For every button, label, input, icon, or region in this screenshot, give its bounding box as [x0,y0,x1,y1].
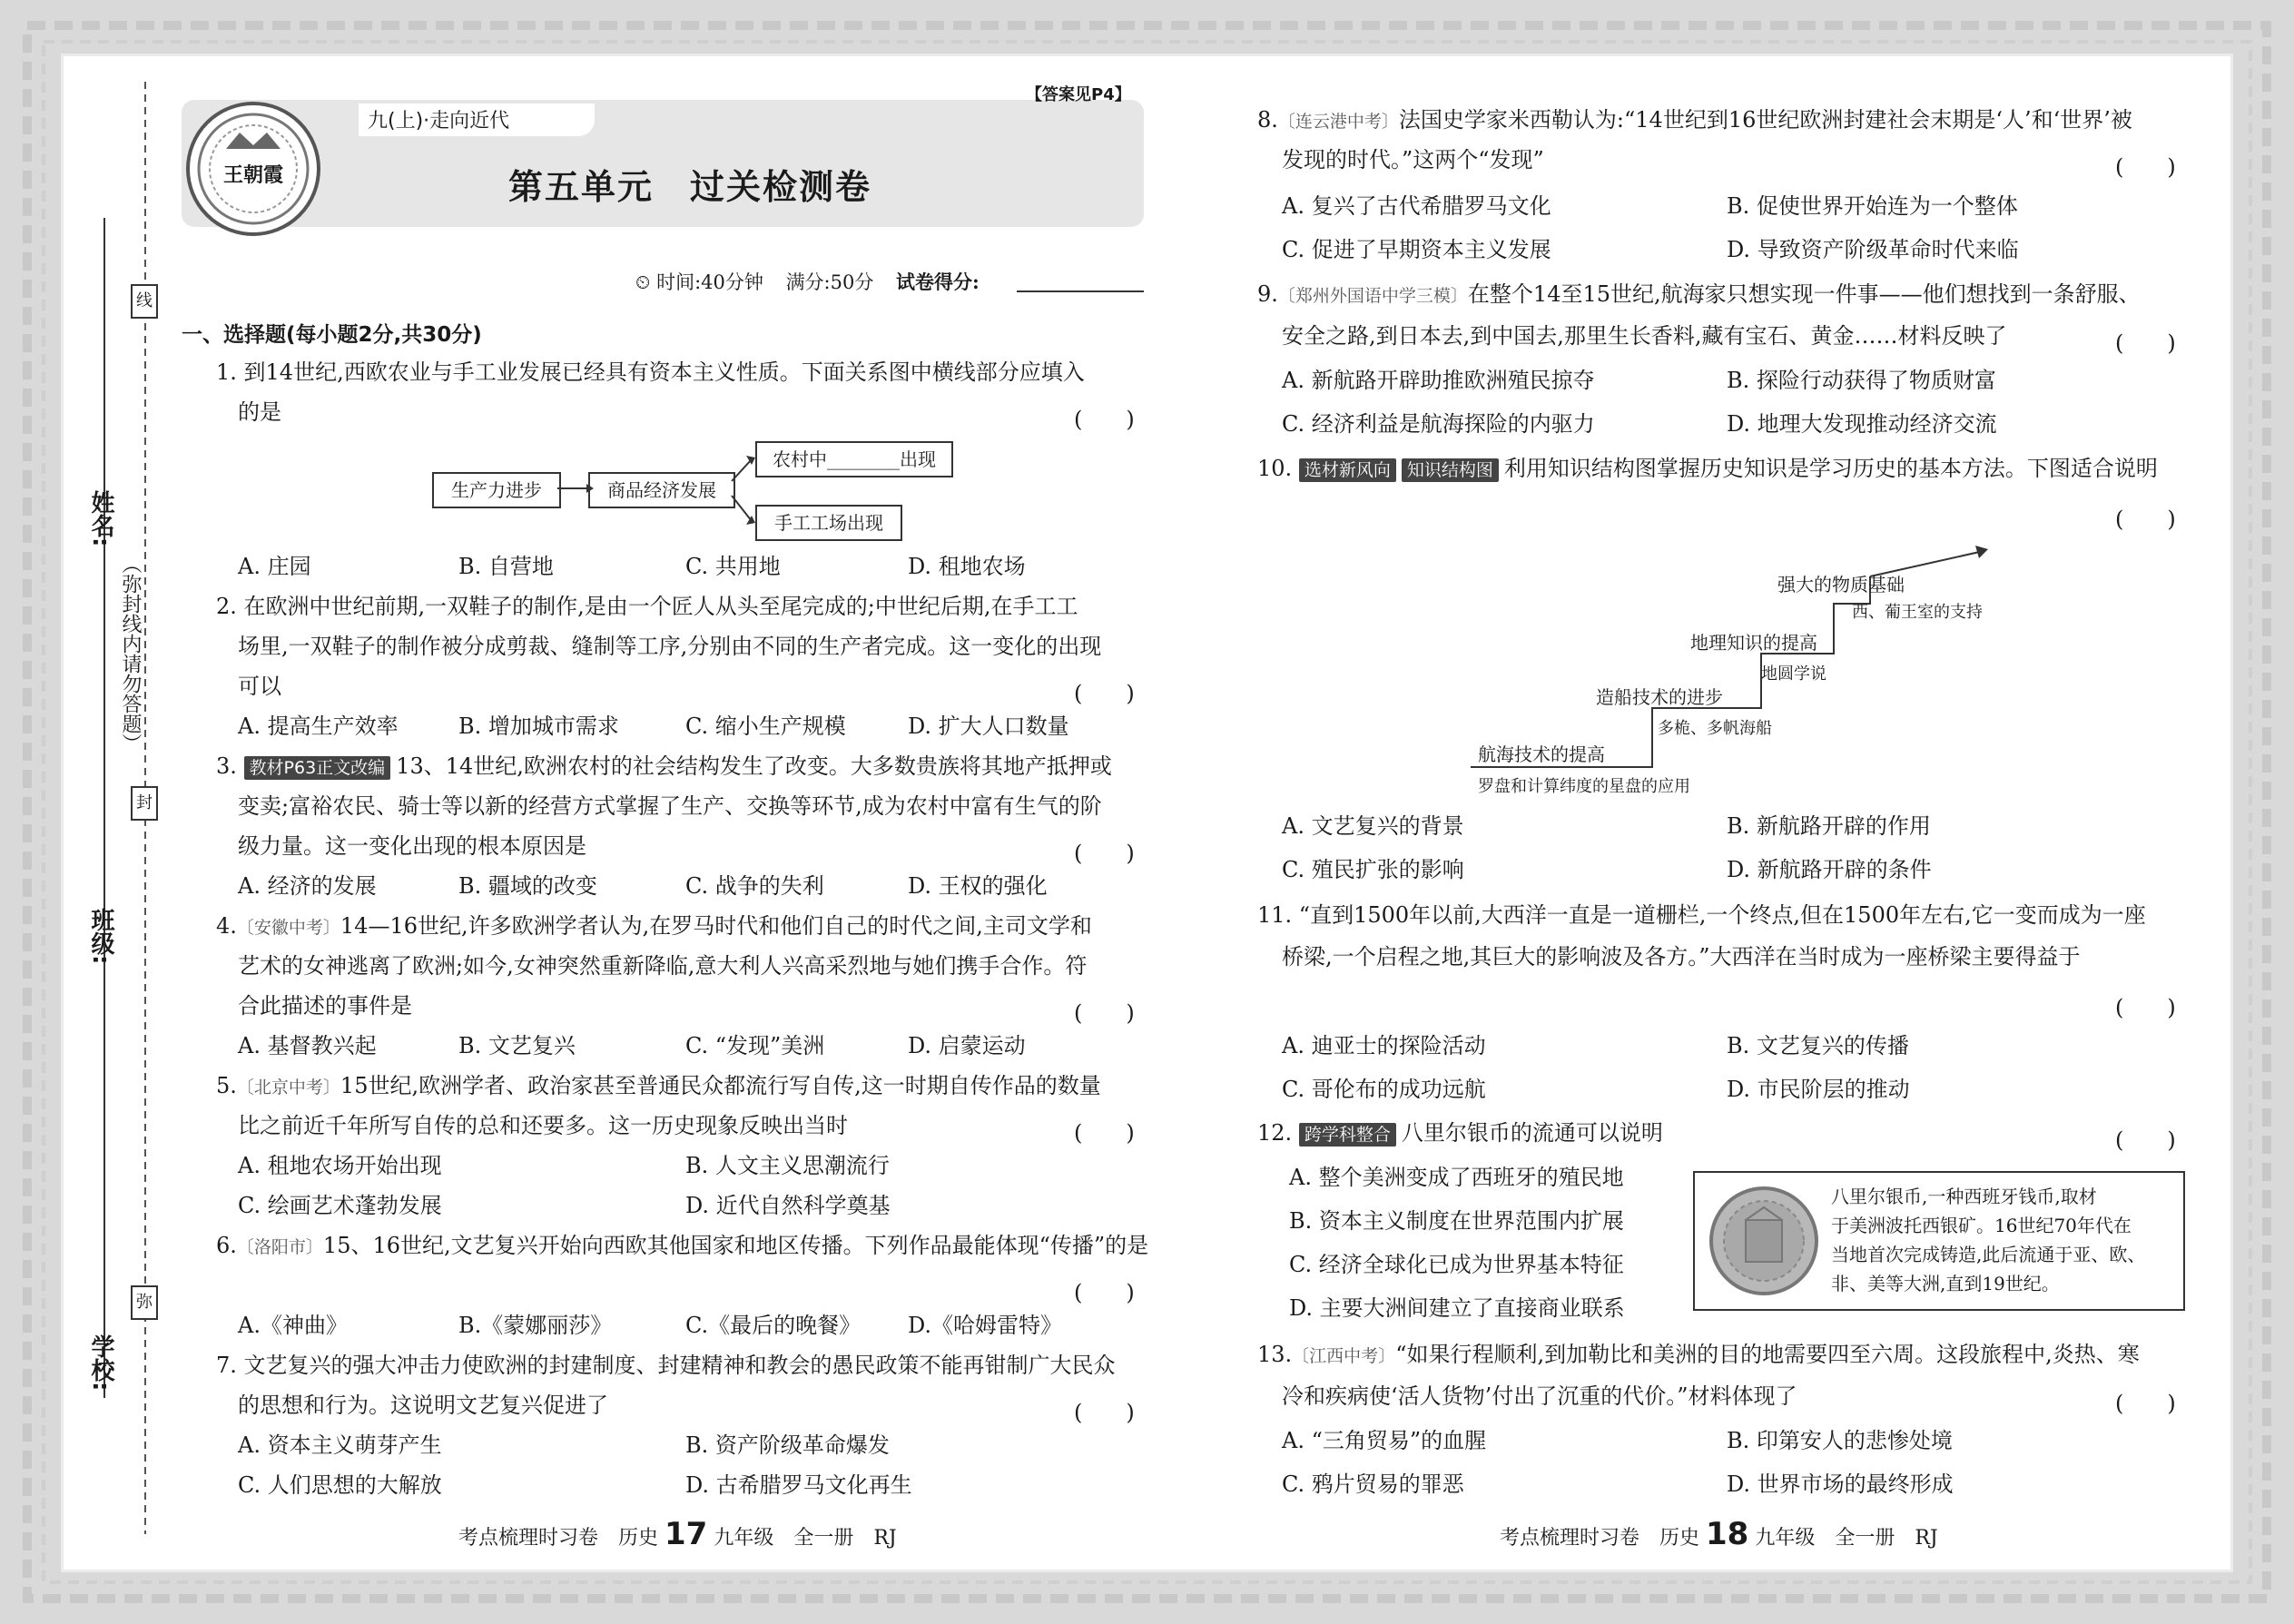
footer-right [1500,1516,1938,1552]
q3-text-3: 级力量。这一变化出现的根本原因是 [238,833,586,859]
q10-number: 10. [1257,456,1293,481]
q12-line1: 八里尔银币的流通可以说明 [1401,1120,1663,1146]
q8-option-a[interactable]: A. 复兴了古代希腊罗马文化 [1282,193,1551,219]
page-number-left: 17 [665,1516,708,1552]
exam-meta [635,268,980,295]
q10-step1-bottom: 罗盘和计算纬度的星盘的应用 [1478,777,1690,796]
q1-box-rural: 农村中________出现 [755,441,953,477]
q4-text-2: 艺术的女神逃离了欧洲;如今,女神突然重新降临,意大利人兴高采烈地与她们携手合作。符 [238,953,1088,979]
q3-answer-paren[interactable]: ( ) [1074,841,1135,866]
q4-option-b[interactable]: B. 文艺复兴 [458,1033,576,1058]
q1-option-d[interactable]: D. 租地农场 [908,554,1026,579]
q8-number: 8. [1257,107,1278,133]
q12-number: 12. [1257,1120,1293,1146]
q11-option-c[interactable]: C. 哥伦布的成功远航 [1282,1077,1486,1102]
q12-tag: 跨学科整合 [1299,1123,1396,1147]
q8-option-b[interactable]: B. 促使世界开始连为一个整体 [1727,193,2018,219]
q6-option-d[interactable]: D.《哈姆雷特》 [908,1313,1063,1338]
q4-number: 4. [216,913,237,939]
q6-option-b[interactable]: B.《蒙娜丽莎》 [458,1313,613,1338]
q10-answer-paren[interactable]: ( ) [2115,507,2176,532]
q2-answer-paren[interactable]: ( ) [1074,681,1135,706]
q13-text-2: 冷和疾病使‘活人货物’付出了沉重的代价。”材料体现了 [1282,1383,1797,1409]
q3-line1: 13、14世纪,欧洲农村的社会结构发生了改变。大多数贵族将其地产抵押或 [396,753,1112,779]
q8-option-d[interactable]: D. 导致资产阶级革命时代来临 [1727,237,2019,262]
q6-text-1 [216,1225,1148,1267]
q1-box-workshop: 手工工场出现 [755,505,902,541]
q1-answer-paren[interactable]: ( ) [1074,407,1135,432]
q5-option-b[interactable]: B. 人文主义思潮流行 [685,1153,890,1178]
q12-option-b[interactable]: B. 资本主义制度在世界范围内扩展 [1289,1208,1624,1234]
q9-answer-paren[interactable]: ( ) [2115,330,2176,356]
q3-option-d[interactable]: D. 王权的强化 [908,873,1048,899]
q10-line1: 利用知识结构图掌握历史知识是学习历史的基本方法。下图适合说明 [1503,456,2158,481]
cut-mark-xian: 线 [131,284,158,319]
q8-line1: 法国史学家米西勒认为:“14世纪到16世纪欧洲封建社会末期是‘人’和‘世界’被 [1398,107,2132,133]
q1-text-2: 的是 [238,399,281,425]
cut-mark-feng: 封 [131,786,158,821]
q9-text-1 [1257,274,2141,316]
q13-text-1 [1257,1334,2140,1376]
q3-text-1 [216,746,1112,786]
q6-option-c[interactable]: C.《最后的晚餐》 [685,1313,861,1338]
q10-tag-2: 知识结构图 [1402,458,1499,482]
q8-source: 〔连云港中考〕 [1277,112,1399,132]
q1-box-productivity: 生产力进步 [432,472,561,508]
q10-step3-bottom: 地圆学说 [1761,664,1826,684]
q4-text-1 [216,906,1092,948]
q11-text-2: 桥梁,一个启程之地,其巨大的影响波及各方。”大西洋在当时成为一座桥梁主要得益于 [1282,944,2081,969]
q2-option-a[interactable]: A. 提高生产效率 [238,714,399,739]
q8-answer-paren[interactable]: ( ) [2115,154,2176,180]
q10-step1-top: 航海技术的提高 [1478,743,1605,765]
footer-right-pre: 考点梳理时习卷 历史 [1500,1527,1700,1550]
q10-step2-bottom: 多桅、多帆海船 [1658,719,1772,738]
q12-option-d[interactable]: D. 主要大洲间建立了直接商业联系 [1289,1295,1625,1321]
q9-option-c[interactable]: C. 经济利益是航海探险的内驱力 [1282,411,1595,437]
q11-answer-paren[interactable]: ( ) [2115,995,2176,1020]
q3-text-2: 变卖;富裕农民、骑士等以新的经营方式掌握了生产、交换等环节,成为农村中富有生气的阶 [238,793,1102,819]
q13-answer-paren[interactable]: ( ) [2115,1391,2176,1416]
q6-line1: 15、16世纪,文艺复兴开始向西欧其他国家和地区传播。下列作品最能体现“传播”的是 [322,1233,1149,1258]
q3-tag: 教材P63正文改编 [244,756,391,780]
q3-option-b[interactable]: B. 疆域的改变 [458,873,597,899]
q11-option-a[interactable]: A. 迪亚士的探险活动 [1282,1033,1486,1058]
q11-option-b[interactable]: B. 文艺复兴的传播 [1727,1033,1909,1058]
q5-source: 〔北京中考〕 [236,1078,340,1097]
footer-left-pre: 考点梳理时习卷 历史 [458,1527,659,1550]
section-heading: 一、选择题(每小题2分,共30分) [182,323,482,347]
q1-diagram-arrows [557,445,757,554]
q2-text-3: 可以 [238,674,281,699]
score-label: 试卷得分: [896,271,980,293]
q6-option-a[interactable]: A.《神曲》 [238,1313,348,1338]
q5-line1: 15世纪,欧洲学者、政治家甚至普通民众都流行写自传,这一时期自传作品的数量 [340,1073,1101,1098]
q1-option-b[interactable]: B. 自营地 [458,554,554,579]
q4-text-3: 合此描述的事件是 [238,993,412,1019]
q6-source: 〔洛阳市〕 [236,1237,323,1257]
q3-option-c[interactable]: C. 战争的失利 [685,873,824,899]
q8-option-c[interactable]: C. 促进了早期资本主义发展 [1282,237,1551,262]
q12-option-c[interactable]: C. 经济全球化已成为世界基本特征 [1289,1252,1624,1277]
q10-option-a[interactable]: A. 文艺复兴的背景 [1282,813,1464,839]
q11-option-d[interactable]: D. 市民阶层的推动 [1727,1077,1910,1102]
q13-option-a[interactable]: A. “三角贸易”的血腥 [1282,1428,1487,1453]
q2-option-d[interactable]: D. 扩大人口数量 [908,714,1069,739]
coin-caption-1: 八里尔银币,一种西班牙钱币,取材 [1831,1186,2097,1207]
q2-text-2: 场里,一双鞋子的制作被分成剪裁、缝制等工序,分别由不同的生产者完成。这一变化的出现 [238,634,1102,659]
answer-ref: 【答案见P4】 [1026,85,1131,104]
publisher-logo [186,102,320,236]
q10-step4-top: 强大的物质基础 [1777,574,1905,595]
q12-text-1 [1257,1113,1663,1153]
q13-source: 〔江西中考〕 [1292,1346,1396,1366]
series-text: 九(上)·走向近代 [368,110,510,133]
q10-option-d[interactable]: D. 新航路开辟的条件 [1727,857,1932,882]
q8-text-1 [1257,100,2132,142]
page-title: 第五单元 过关检测卷 [508,167,872,207]
page-number-right: 18 [1706,1516,1749,1552]
q9-text-2: 安全之路,到日本去,到中国去,那里生长香料,藏有宝石、黄金……材料反映了 [1282,323,2007,349]
q1-option-a[interactable]: A. 庄园 [238,554,311,579]
q5-number: 5. [216,1073,237,1098]
q1-option-c[interactable]: C. 共用地 [685,554,781,579]
q5-option-a[interactable]: A. 租地农场开始出现 [238,1153,442,1178]
cut-mark-mi: 弥 [131,1285,158,1320]
footer-left [458,1516,897,1552]
binding-solid-line [102,218,107,1398]
q12-option-a[interactable]: A. 整个美洲变成了西班牙的殖民地 [1289,1165,1624,1190]
q7-text-2: 的思想和行为。这说明文艺复兴促进了 [238,1393,608,1418]
q9-option-d[interactable]: D. 地理大发现推动经济交流 [1727,411,1997,437]
q9-option-b[interactable]: B. 探险行动获得了物质财富 [1727,368,1996,393]
q2-option-b[interactable]: B. 增加城市需求 [458,714,619,739]
q11-text-1: 11. “直到1500年以前,大西洋一直是一道栅栏,一个终点,但在1500年左右,它一变而成为一座 [1257,902,2146,928]
q7-option-b[interactable]: B. 资产阶级革命爆发 [685,1432,890,1458]
q10-text-1 [1257,448,2158,488]
coin-caption [1831,1182,2145,1298]
q9-source: 〔郑州外国语中学三模〕 [1277,286,1468,306]
q10-tag-1: 选材新风向 [1299,458,1396,482]
q6-number: 6. [216,1233,237,1258]
q7-option-c[interactable]: C. 人们思想的大解放 [238,1472,442,1498]
footer-left-post: 九年级 全一册 RJ [714,1527,897,1550]
q1-text-1: 1. 到14世纪,西欧农业与手工业发展已经具有资本主义性质。下面关系图中横线部分应填入 [216,359,1085,385]
q4-option-c[interactable]: C. “发现”美洲 [685,1033,825,1058]
footer-right-post: 九年级 全一册 RJ [1755,1527,1938,1550]
coin-caption-2: 于美洲波托西银矿。16世纪70年代在 [1831,1215,2132,1236]
exam-time: 时间:40分钟 [656,271,763,293]
name-label: 姓名: [87,490,114,547]
q7-option-d[interactable]: D. 古希腊罗马文化再生 [685,1472,912,1498]
q3-number: 3. [216,753,237,779]
q10-step4-bottom: 西、葡王室的支持 [1852,603,1983,622]
coin-caption-4: 非、美等大洲,直到19世纪。 [1831,1273,2060,1294]
q4-answer-paren[interactable]: ( ) [1074,1000,1135,1026]
q4-option-d[interactable]: D. 启蒙运动 [908,1033,1026,1058]
q3-option-a[interactable]: A. 经济的发展 [238,873,377,899]
q5-text-1 [216,1066,1101,1107]
q4-option-a[interactable]: A. 基督教兴起 [238,1033,377,1058]
q12-answer-paren[interactable]: ( ) [2115,1127,2176,1153]
q5-answer-paren[interactable]: ( ) [1074,1120,1135,1146]
q10-option-c[interactable]: C. 殖民扩张的影响 [1282,857,1464,882]
q1-box-commodity: 商品经济发展 [588,472,735,508]
q12-coin-info-box [1693,1171,2185,1311]
q8-text-2: 发现的时代。”这两个“发现” [1282,147,1544,172]
clock-icon: ⏲ [635,271,651,293]
binding-note: （弥封线内请勿答题） [119,554,142,753]
q10-option-b[interactable]: B. 新航路开辟的作用 [1727,813,1931,839]
q13-line1: “如果行程顺利,到加勒比和美洲的目的地需要四至六周。这段旅程中,炎热、寒 [1395,1342,2140,1367]
q7-option-a[interactable]: A. 资本主义萌芽产生 [238,1432,442,1458]
q5-option-d[interactable]: D. 近代自然科学奠基 [685,1193,891,1218]
q6-answer-paren[interactable]: ( ) [1074,1280,1135,1305]
q5-option-c[interactable]: C. 绘画艺术蓬勃发展 [238,1193,442,1218]
q7-text-1: 7. 文艺复兴的强大冲击力使欧洲的封建制度、封建精神和教会的愚民政策不能再钳制广大民众 [216,1353,1116,1378]
q9-line1: 在整个14至15世纪,航海家只想实现一件事——他们想找到一条舒服、 [1467,281,2141,307]
exam-score: 满分:50分 [785,271,874,293]
q4-source: 〔安徽中考〕 [236,918,340,938]
q5-text-2: 比之前近千年所写自传的总和还要多。这一历史现象反映出当时 [238,1113,848,1138]
q13-option-d[interactable]: D. 世界市场的最终形成 [1727,1471,1954,1497]
q13-option-c[interactable]: C. 鸦片贸易的罪恶 [1282,1471,1464,1497]
q2-text-1: 2. 在欧洲中世纪前期,一双鞋子的制作,是由一个匠人从头至尾完成的;中世纪后期,在手工工 [216,594,1078,619]
q10-step2-top: 造船技术的进步 [1596,686,1723,708]
score-blank[interactable] [1017,290,1144,292]
q7-answer-paren[interactable]: ( ) [1074,1400,1135,1425]
silver-coin-image [1706,1184,1822,1298]
class-label: 班级: [87,908,114,965]
q9-option-a[interactable]: A. 新航路开辟助推欧洲殖民掠夺 [1282,368,1595,393]
q13-number: 13. [1257,1342,1293,1367]
school-label: 学校: [87,1334,114,1392]
q2-option-c[interactable]: C. 缩小生产规模 [685,714,846,739]
logo-text: 王朝霞 [222,163,283,187]
q10-step3-top: 地理知识的提高 [1690,632,1817,654]
q13-option-b[interactable]: B. 印第安人的悲惨处境 [1727,1428,1953,1453]
q9-number: 9. [1257,281,1278,307]
coin-caption-3: 当地首次完成铸造,此后流通于亚、欧、 [1831,1244,2146,1265]
q4-line1: 14—16世纪,许多欧洲学者认为,在罗马时代和他们自己的时代之间,主司文学和 [340,913,1092,939]
